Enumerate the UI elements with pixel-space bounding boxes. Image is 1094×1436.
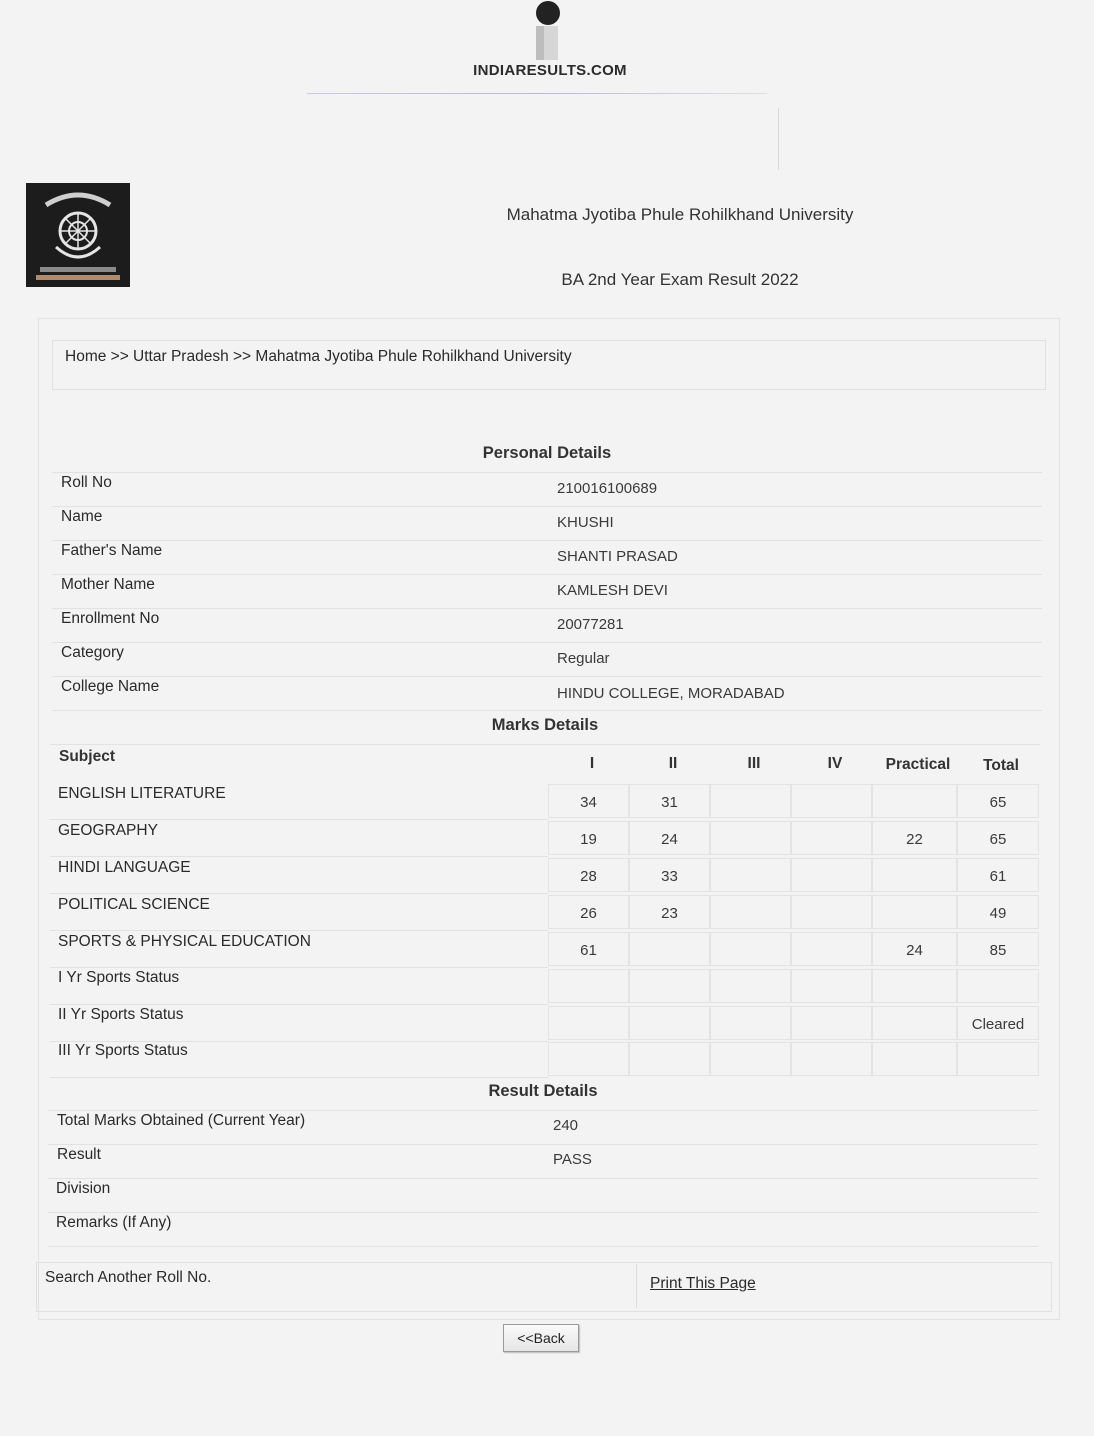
personal-value: KAMLESH DEVI: [557, 582, 668, 599]
personal-value: Regular: [557, 650, 610, 667]
marks-cell: 65: [957, 821, 1039, 855]
marks-cell: [710, 858, 791, 892]
personal-value: SHANTI PRASAD: [557, 548, 678, 565]
marks-cell: 26: [548, 895, 629, 929]
marks-cell: 49: [957, 895, 1039, 929]
marks-cell: [791, 1006, 872, 1040]
marks-cell: Cleared: [957, 1006, 1039, 1040]
row-divider: [50, 856, 548, 857]
result-details-heading: Result Details: [488, 1082, 598, 1100]
personal-value: 210016100689: [557, 480, 658, 497]
marks-cell: [872, 969, 957, 1003]
subject-name: HINDI LANGUAGE: [58, 859, 191, 876]
row-divider: [48, 1110, 1038, 1111]
column-header-total: Total: [983, 757, 1019, 774]
column-header-subject: Subject: [59, 748, 115, 765]
marks-cell: [710, 895, 791, 929]
personal-label: Category: [61, 644, 124, 661]
marks-cell: [872, 1042, 957, 1076]
marks-cell: 22: [872, 821, 957, 855]
personal-label: Father's Name: [61, 542, 163, 559]
marks-cell: [629, 969, 710, 1003]
marks-cell: [629, 932, 710, 966]
personal-label: Name: [61, 508, 103, 525]
marks-cell: 23: [629, 895, 710, 929]
personal-label: Roll No: [61, 474, 112, 491]
marks-cell: [710, 821, 791, 855]
result-value: 240: [553, 1117, 579, 1134]
brand-mark-icon: [528, 0, 568, 62]
column-header-ii: II: [668, 755, 678, 772]
subject-name: I Yr Sports Status: [58, 969, 180, 986]
marks-cell: [710, 1042, 791, 1076]
marks-cell: [957, 969, 1039, 1003]
marks-cell: [791, 932, 872, 966]
marks-cell: [872, 1006, 957, 1040]
row-divider: [52, 710, 1042, 711]
marks-cell: [710, 1006, 791, 1040]
personal-label: Enrollment No: [61, 610, 160, 627]
marks-cell: 24: [872, 932, 957, 966]
marks-cell: [710, 784, 791, 818]
column-header-i: I: [589, 755, 595, 772]
column-header-iv: IV: [827, 755, 843, 772]
result-label: Division: [56, 1180, 111, 1197]
subject-name: II Yr Sports Status: [58, 1006, 184, 1023]
personal-label: College Name: [61, 678, 160, 695]
result-label: Total Marks Obtained (Current Year): [57, 1112, 306, 1129]
personal-value: HINDU COLLEGE, MORADABAD: [557, 685, 785, 702]
marks-cell: 61: [957, 858, 1039, 892]
marks-cell: [548, 969, 629, 1003]
marks-cell: 34: [548, 784, 629, 818]
marks-cell: [629, 1042, 710, 1076]
row-divider: [52, 574, 1042, 575]
marks-cell: [791, 821, 872, 855]
marks-cell: 19: [548, 821, 629, 855]
marks-cell: 61: [548, 932, 629, 966]
row-divider: [48, 1144, 1038, 1145]
row-divider: [48, 1246, 1038, 1247]
marks-details-heading: Marks Details: [491, 716, 599, 734]
vertical-divider: [778, 108, 779, 170]
marks-cell: [791, 858, 872, 892]
row-divider: [52, 506, 1042, 507]
row-divider: [52, 540, 1042, 541]
university-emblem: [26, 183, 130, 287]
header-divider: [307, 93, 767, 94]
row-divider: [50, 744, 1040, 745]
marks-cell: [791, 1042, 872, 1076]
row-divider: [50, 967, 548, 968]
marks-cell: 85: [957, 932, 1039, 966]
marks-cell: [872, 784, 957, 818]
row-divider: [52, 642, 1042, 643]
column-header-practical: Practical: [885, 756, 951, 773]
result-label: Remarks (If Any): [56, 1214, 172, 1231]
print-page-link[interactable]: Print This Page: [650, 1275, 756, 1292]
marks-cell: [548, 1006, 629, 1040]
site-brand-name: INDIARESULTS.COM: [473, 62, 627, 79]
row-divider: [50, 1077, 548, 1078]
emblem-icon: [26, 183, 130, 287]
marks-cell: [791, 784, 872, 818]
personal-value: 20077281: [557, 616, 624, 633]
row-divider: [48, 1178, 1038, 1179]
marks-cell: [872, 858, 957, 892]
marks-cell: 33: [629, 858, 710, 892]
marks-cell: [548, 1042, 629, 1076]
marks-cell: [710, 969, 791, 1003]
result-label: Result: [57, 1146, 101, 1163]
row-divider: [50, 893, 548, 894]
marks-cell: [791, 895, 872, 929]
personal-details-heading: Personal Details: [482, 444, 612, 462]
row-divider: [52, 608, 1042, 609]
university-name: Mahatma Jyotiba Phule Rohilkhand University: [506, 205, 854, 224]
footer-divider: [636, 1264, 637, 1308]
back-button[interactable]: <<Back: [503, 1324, 579, 1352]
row-divider: [50, 930, 548, 931]
subject-name: ENGLISH LITERATURE: [58, 785, 226, 802]
search-another-roll-link[interactable]: Search Another Roll No.: [45, 1269, 212, 1286]
subject-name: SPORTS & PHYSICAL EDUCATION: [58, 933, 311, 950]
personal-label: Mother Name: [61, 576, 155, 593]
marks-cell: 24: [629, 821, 710, 855]
exam-title: BA 2nd Year Exam Result 2022: [561, 270, 799, 289]
row-divider: [52, 676, 1042, 677]
subject-name: POLITICAL SCIENCE: [58, 896, 210, 913]
row-divider: [52, 472, 1042, 473]
marks-cell: [872, 895, 957, 929]
site-logo[interactable]: [470, 0, 630, 86]
marks-cell: 31: [629, 784, 710, 818]
marks-cell: [957, 1042, 1039, 1076]
personal-value: KHUSHI: [557, 514, 614, 531]
row-divider: [48, 1212, 1038, 1213]
column-header-iii: III: [747, 755, 761, 772]
row-divider: [50, 819, 548, 820]
marks-cell: 65: [957, 784, 1039, 818]
marks-cell: 28: [548, 858, 629, 892]
marks-cell: [629, 1006, 710, 1040]
subject-name: GEOGRAPHY: [58, 822, 158, 839]
subject-name: III Yr Sports Status: [58, 1042, 188, 1059]
result-value: PASS: [553, 1151, 592, 1168]
breadcrumb[interactable]: Home >> Uttar Pradesh >> Mahatma Jyotiba Phule Rohilkhand University: [65, 348, 572, 365]
marks-cell: [791, 969, 872, 1003]
marks-cell: [710, 932, 791, 966]
row-divider: [50, 1004, 548, 1005]
